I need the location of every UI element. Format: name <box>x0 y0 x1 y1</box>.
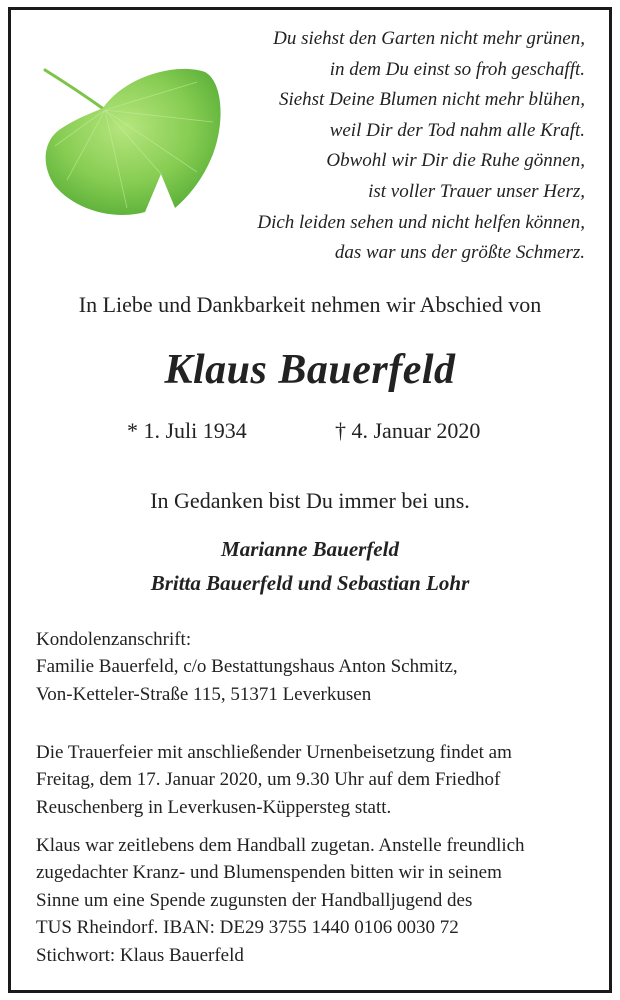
mourner-name: Marianne Bauerfeld <box>221 537 399 561</box>
donation-request <box>36 832 525 969</box>
funeral-line: Reuschenberg in Leverkusen-Küppersteg statt. <box>36 796 392 818</box>
donation-line: Klaus war zeitlebens dem Handball zugetan. Anstelle freundlich <box>36 835 525 856</box>
funeral-notice <box>36 739 512 821</box>
birth-date: * 1. Juli 1934 <box>127 418 247 443</box>
donation-line: Sinne um eine Spende zugunsten der Handballjugend des <box>36 889 473 911</box>
poem <box>205 24 585 269</box>
mourners-list <box>11 532 609 600</box>
condolence-address <box>36 626 458 708</box>
obituary-frame <box>8 7 612 993</box>
death-date: † 4. Januar 2020 <box>335 418 481 443</box>
ginkgo-leaf-icon <box>37 62 227 222</box>
poem-line: Du siehst den Garten nicht mehr grünen, <box>273 28 585 49</box>
poem-line: in dem Du einst so froh geschafft. <box>329 58 585 80</box>
poem-line: ist voller Trauer unser Herz, <box>368 180 585 202</box>
condolence-line: Von-Ketteler-Straße 115, 51371 Leverkusen <box>36 683 372 705</box>
condolence-line: Familie Bauerfeld, c/o Bestattungshaus Anton Schmitz, <box>36 656 458 678</box>
poem-line: Siehst Deine Blumen nicht mehr blühen, <box>278 89 585 111</box>
funeral-line: Freitag, dem 17. Januar 2020, um 9.30 Uhr auf dem Friedhof <box>36 769 501 791</box>
farewell-intro: In Liebe und Dankbarkeit nehmen wir Abschied von <box>78 292 542 317</box>
deceased-name: Klaus Bauerfeld <box>164 347 456 393</box>
poem-line: weil Dir der Tod nahm alle Kraft. <box>329 119 585 141</box>
donation-line: Stichwort: Klaus Bauerfeld <box>36 944 244 966</box>
donation-line: TUS Rheindorf. IBAN: DE29 3755 1440 0106 0030 72 <box>36 917 459 939</box>
poem-line: Dich leiden sehen und nicht helfen können, <box>257 211 585 233</box>
poem-line: Obwohl wir Dir die Ruhe gönnen, <box>326 150 585 172</box>
mourner-name: Britta Bauerfeld und Sebastian Lohr <box>150 571 470 595</box>
poem-line: das war uns der größte Schmerz. <box>334 242 585 264</box>
donation-line: zugedachter Kranz- und Blumenspenden bitten wir in seinem <box>36 862 502 884</box>
funeral-line: Die Trauerfeier mit anschließender Urnenbeisetzung findet am <box>36 742 512 763</box>
remembrance-line: In Gedanken bist Du immer bei uns. <box>150 488 470 513</box>
condolence-line: Kondolenzanschrift: <box>36 629 192 650</box>
